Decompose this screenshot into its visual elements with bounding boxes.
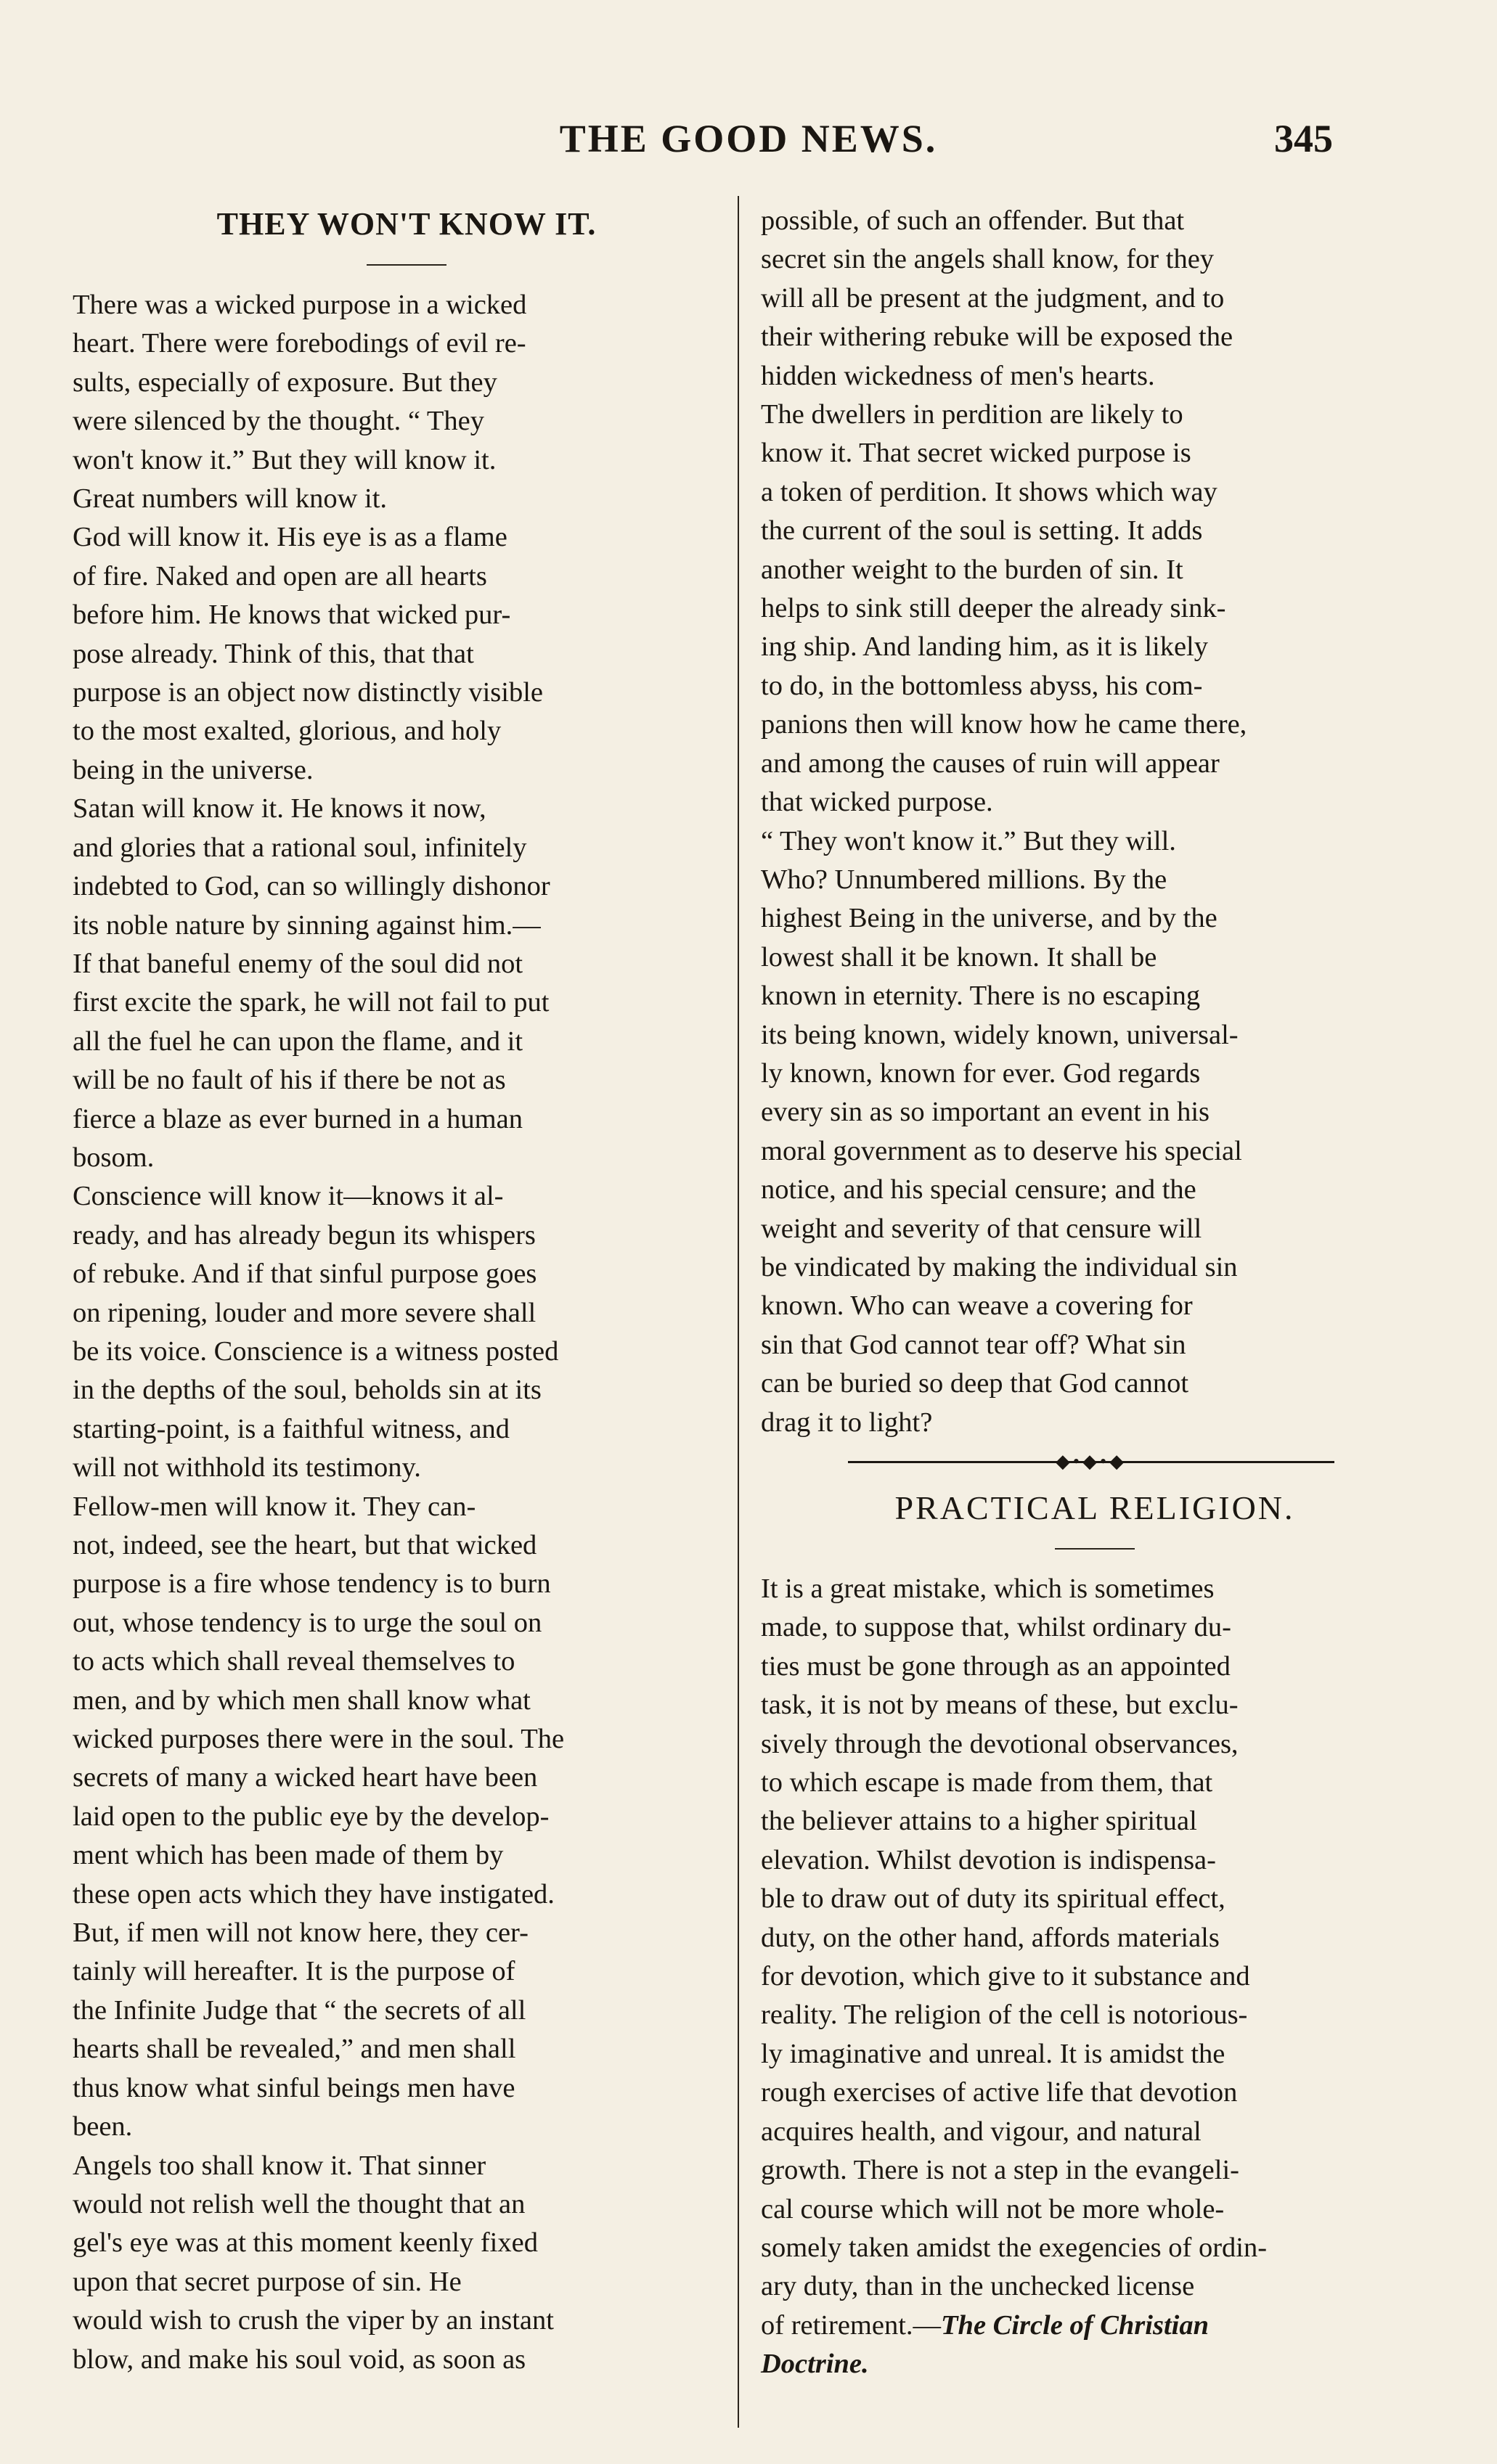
- text-line: first excite the spark, he will not fail to put: [73, 987, 550, 1018]
- title-rule: [1055, 1548, 1135, 1550]
- text-line: ment which has been made of them by: [73, 1840, 504, 1871]
- text-line: made, to suppose that, whilst ordinary du-: [761, 1612, 1231, 1643]
- text-line: a token of perdition. It shows which way: [761, 476, 1217, 507]
- text-line: would not relish well the thought that an: [73, 2188, 526, 2219]
- text-line: blow, and make his soul void, as soon as: [73, 2344, 526, 2375]
- text-line: laid open to the public eye by the develop-: [73, 1801, 550, 1832]
- right-column: [761, 202, 1429, 2384]
- section-divider: [761, 1442, 1429, 1481]
- divider-ornament: ◆•◆•◆: [1055, 1451, 1127, 1472]
- text-line: thus know what sinful beings men have: [73, 2072, 515, 2103]
- text-line: the believer attains to a higher spiritual: [761, 1806, 1197, 1837]
- text-line: ly imaginative and unreal. It is amidst the: [761, 2038, 1225, 2069]
- text-line: not, indeed, see the heart, but that wicked: [73, 1530, 537, 1560]
- text-line: of fire. Naked and open are all hearts: [73, 560, 487, 592]
- text-line: in the depths of the soul, beholds sin at its: [73, 1375, 542, 1406]
- title-rule: [367, 264, 446, 266]
- article-body: [73, 286, 741, 2379]
- text-line: for devotion, which give to it substance and: [761, 1961, 1250, 1992]
- text-line: Conscience will know it—knows it al-: [73, 1181, 504, 1212]
- text-line: ready, and has already begun its whispers: [73, 1219, 536, 1251]
- article-body-continued: [761, 202, 1429, 1442]
- text-line: on ripening, louder and more severe shall: [73, 1297, 537, 1328]
- text-line: upon that secret purpose of sin. He: [73, 2266, 462, 2297]
- text-line: and among the causes of ruin will appear: [761, 748, 1220, 779]
- text-line: Who? Unnumbered millions. By the: [761, 864, 1167, 895]
- text-line: lowest shall it be known. It shall be: [761, 941, 1157, 973]
- text-line: task, it is not by means of these, but exclu-: [761, 1690, 1239, 1721]
- text-line: There was a wicked purpose in a wicked: [73, 290, 527, 320]
- source-citation: The Circle of Christian: [941, 2309, 1210, 2341]
- text-line: moral government as to deserve his special: [761, 1135, 1242, 1166]
- text-line: The dwellers in perdition are likely to: [761, 399, 1183, 430]
- text-line: tainly will hereafter. It is the purpose of: [73, 1956, 515, 1987]
- text-line: possible, of such an offender. But that: [761, 205, 1185, 236]
- text-line: God will know it. His eye is as a flame: [73, 522, 507, 553]
- text-line: purpose is a fire whose tendency is to burn: [73, 1568, 551, 1600]
- text-line: being in the universe.: [73, 754, 314, 785]
- source-citation: Doctrine.: [761, 2349, 869, 2380]
- text-line: acquires health, and vigour, and natural: [761, 2116, 1202, 2147]
- text-line: Great numbers will know it.: [73, 483, 388, 515]
- text-line: highest Being in the universe, and by the: [761, 903, 1217, 934]
- text-line: cal course which will not be more whole-: [761, 2193, 1225, 2224]
- article-title: PRACTICAL RELIGION.: [894, 1489, 1295, 1526]
- text-line: ble to draw out of duty its spiritual effect,: [761, 1883, 1225, 1915]
- text-line: wicked purposes there were in the soul. The: [73, 1724, 565, 1755]
- text-line: ties must be gone through as an appointed: [761, 1650, 1231, 1682]
- text-line: gel's eye was at this moment keenly fixed: [73, 2227, 538, 2259]
- text-line: ing ship. And landing him, as it is likely: [761, 631, 1208, 663]
- text-line: helps to sink still deeper the already sink-: [761, 593, 1226, 624]
- text-line: somely taken amidst the exegencies of ordin-: [761, 2232, 1268, 2263]
- text-line: pose already. Think of this, that that: [73, 638, 474, 669]
- left-column: [73, 202, 741, 2379]
- text-line: sin that God cannot tear off? What sin: [761, 1329, 1186, 1360]
- text-line: duty, on the other hand, affords materials: [761, 1922, 1220, 1953]
- running-title: THE GOOD NEWS.: [559, 117, 938, 160]
- article-title: THEY WON'T KNOW IT.: [216, 206, 597, 242]
- text-line: can be buried so deep that God cannot: [761, 1368, 1189, 1399]
- text-line: been.: [73, 2111, 133, 2142]
- text-line: to which escape is made from them, that: [761, 1767, 1213, 1798]
- text-line: sults, especially of exposure. But they: [73, 367, 497, 398]
- text-line: “ They won't know it.” But they will.: [761, 825, 1176, 856]
- text-line: starting-point, is a faithful witness, and: [73, 1413, 510, 1444]
- text-line: before him. He knows that wicked pur-: [73, 599, 511, 631]
- text-line: men, and by which men shall know what: [73, 1685, 531, 1716]
- text-line: [761, 2307, 1429, 2345]
- text-line: out, whose tendency is to urge the soul on: [73, 1607, 542, 1638]
- text-line: that wicked purpose.: [761, 787, 993, 818]
- text-line: know it. That secret wicked purpose is: [761, 438, 1191, 469]
- text-line: were silenced by the thought. “ They: [73, 406, 484, 437]
- text-line: fierce a blaze as ever burned in a human: [73, 1103, 523, 1134]
- text-line: known in eternity. There is no escaping: [761, 981, 1201, 1012]
- text-line: its noble nature by sinning against him.—: [73, 909, 541, 941]
- text-line: ly known, known for ever. God regards: [761, 1057, 1201, 1089]
- text-line: Fellow-men will know it. They can-: [73, 1491, 476, 1522]
- text-line: Angels too shall know it. That sinner: [73, 2150, 486, 2181]
- text-line: If that baneful enemy of the soul did not: [73, 948, 523, 979]
- article-body: [761, 1570, 1429, 2307]
- text-line: elevation. Whilst devotion is indispensa-: [761, 1844, 1216, 1875]
- text-line: growth. There is not a step in the evangeli-: [761, 2155, 1239, 2186]
- text-line: the Infinite Judge that “ the secrets of all: [73, 1994, 526, 2026]
- text-line: drag it to light?: [761, 1407, 933, 1438]
- text-line: known. Who can weave a covering for: [761, 1290, 1193, 1322]
- text-line: rough exercises of active life that devotion: [761, 2077, 1238, 2108]
- text-line: to the most exalted, glorious, and holy: [73, 716, 502, 747]
- text-line: ary duty, than in the unchecked license: [761, 2271, 1195, 2302]
- text-line: to acts which shall reveal themselves to: [73, 1646, 515, 1677]
- text-line: hearts shall be revealed,” and men shall: [73, 2034, 516, 2065]
- text-line: their withering rebuke will be exposed the: [761, 322, 1233, 353]
- text-line: weight and severity of that censure will: [761, 1213, 1202, 1244]
- text-line: It is a great mistake, which is sometimes: [761, 1573, 1215, 1604]
- text-line: all the fuel he can upon the flame, and it: [73, 1026, 523, 1057]
- text-line: sively through the devotional observances,: [761, 1728, 1239, 1759]
- text-line: every sin as so important an event in his: [761, 1097, 1210, 1128]
- text-line: will not withhold its testimony.: [73, 1452, 421, 1483]
- text-line: another weight to the burden of sin. It: [761, 554, 1183, 585]
- text-line: Satan will know it. He knows it now,: [73, 793, 486, 824]
- text-line: and glories that a rational soul, infinitely: [73, 832, 527, 863]
- text-line: of retirement.—: [761, 2309, 942, 2341]
- text-line: to do, in the bottomless abyss, his com-: [761, 670, 1203, 701]
- text-line: of rebuke. And if that sinful purpose goes: [73, 1258, 537, 1290]
- text-line: the current of the soul is setting. It adds: [761, 515, 1203, 547]
- text-line: its being known, widely known, universal-: [761, 1019, 1239, 1050]
- text-line: purpose is an object now distinctly visible: [73, 677, 543, 708]
- page-number: 345: [1274, 117, 1333, 160]
- text-line: secrets of many a wicked heart have been: [73, 1762, 538, 1793]
- text-line: would wish to crush the viper by an instant: [73, 2305, 554, 2336]
- text-line: indebted to God, can so willingly dishonor: [73, 871, 550, 902]
- text-line: be its voice. Conscience is a witness posted: [73, 1335, 559, 1367]
- text-line: will be no fault of his if there be not as: [73, 1065, 506, 1096]
- text-line: hidden wickedness of men's hearts.: [761, 360, 1155, 391]
- text-line: won't know it.” But they will know it.: [73, 444, 497, 475]
- text-line: bosom.: [73, 1142, 155, 1173]
- text-line: secret sin the angels shall know, for they: [761, 244, 1215, 275]
- page-header: [0, 116, 1497, 174]
- text-line: reality. The religion of the cell is notorious-: [761, 2000, 1248, 2031]
- text-line: But, if men will not know here, they cer-: [73, 1917, 529, 1949]
- text-line: notice, and his special censure; and the: [761, 1174, 1196, 1206]
- text-line: be vindicated by making the individual sin: [761, 1251, 1238, 1282]
- text-line: panions then will know how he came there,: [761, 709, 1247, 740]
- text-line: will all be present at the judgment, and to: [761, 282, 1225, 314]
- text-line: these open acts which they have instigated.: [73, 1878, 555, 1910]
- text-line: heart. There were forebodings of evil re-: [73, 328, 526, 359]
